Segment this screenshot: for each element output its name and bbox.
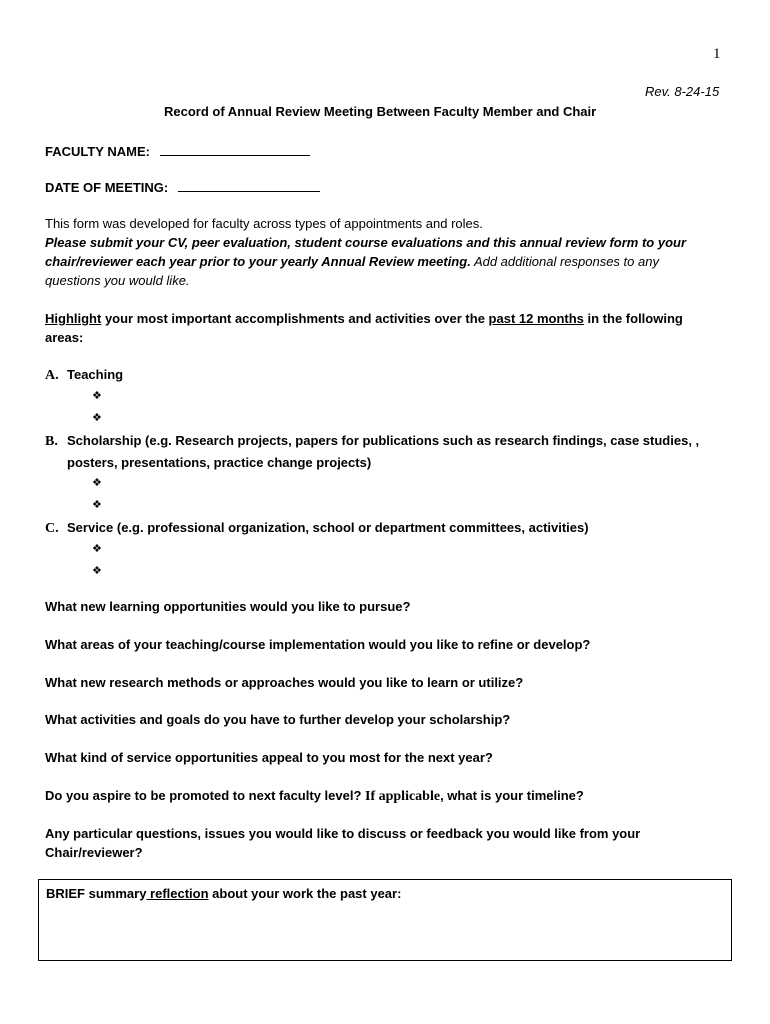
date-of-meeting-field <box>45 178 320 195</box>
date-of-meeting-label: DATE OF MEETING: <box>45 180 169 195</box>
section-b-letter: B. <box>45 434 58 449</box>
highlight-word: Highlight <box>45 311 102 326</box>
section-a-letter: A. <box>45 368 59 383</box>
section-c-letter: C. <box>45 521 59 536</box>
form-title: Record of Annual Review Meeting Between Faculty Member and Chair <box>164 104 597 119</box>
page-number: 1 <box>713 46 721 62</box>
intro-line-3 <box>45 254 659 269</box>
intro-line-2: Please submit your CV, peer evaluation, student course evaluations and this annual review form to your <box>45 235 687 250</box>
question-promotion-part-2: If applicable <box>365 789 441 804</box>
section-a-label: Teaching <box>67 367 124 382</box>
section-c-label: Service (e.g. professional organization, school or department committees, activities) <box>67 520 589 535</box>
highlight-end: in the following <box>583 311 683 326</box>
faculty-name-input[interactable] <box>160 142 310 156</box>
section-c-bullet-2[interactable]: ❖ <box>92 564 102 577</box>
faculty-name-label: FACULTY NAME: <box>45 144 150 159</box>
highlight-middle: your most important accomplishments and activities over the <box>101 311 489 326</box>
highlight-line-2: areas: <box>45 330 84 345</box>
question-teaching-areas: What areas of your teaching/course implementation would you like to refine or develop? <box>45 637 591 652</box>
section-c-heading <box>45 520 589 537</box>
summary-suffix: about your work the past year: <box>208 886 402 901</box>
section-b-label-line-2: posters, presentations, practice change projects) <box>67 455 372 470</box>
section-c-bullet-1[interactable]: ❖ <box>92 542 102 555</box>
question-feedback-line-2: Chair/reviewer? <box>45 845 143 860</box>
section-a-bullet-1[interactable]: ❖ <box>92 389 102 402</box>
summary-underlined: reflection <box>146 886 209 901</box>
intro-line-3-emphasis: chair/reviewer each year prior to your yearly Annual Review meeting. <box>45 254 471 269</box>
section-b-bullet-2[interactable]: ❖ <box>92 498 102 511</box>
faculty-name-field <box>45 142 310 159</box>
question-learning-opportunities: What new learning opportunities would you like to pursue? <box>45 599 411 614</box>
question-scholarship-goals: What activities and goals do you have to further develop your scholarship? <box>45 712 511 727</box>
highlight-instruction <box>45 311 683 326</box>
intro-line-4: questions you would like. <box>45 273 190 288</box>
section-b-label: Scholarship (e.g. Research projects, papers for publications such as research findings, case studies, , <box>67 433 700 448</box>
highlight-period: past 12 months <box>488 311 584 326</box>
question-promotion <box>45 788 584 805</box>
summary-label <box>46 886 401 901</box>
section-a-bullet-2[interactable]: ❖ <box>92 411 102 424</box>
question-promotion-part-1: Do you aspire to be promoted to next faculty level? <box>45 788 365 803</box>
question-research-methods: What new research methods or approaches would you like to learn or utilize? <box>45 675 524 690</box>
intro-line-1: This form was developed for faculty across types of appointments and roles. <box>45 216 483 231</box>
question-feedback-line-1: Any particular questions, issues you would like to discuss or feedback you would like from your <box>45 826 641 841</box>
date-of-meeting-input[interactable] <box>178 178 320 192</box>
section-a-heading <box>45 367 123 384</box>
question-service-opportunities: What kind of service opportunities appeal to you most for the next year? <box>45 750 493 765</box>
question-promotion-part-3: , what is your timeline? <box>440 788 584 803</box>
section-b-heading <box>45 433 699 450</box>
section-b-bullet-1[interactable]: ❖ <box>92 476 102 489</box>
revision-label: Rev. 8-24-15 <box>645 84 720 99</box>
intro-line-3-rest: Add additional responses to any <box>470 254 659 269</box>
summary-reflection-box[interactable] <box>38 879 732 961</box>
summary-prefix: BRIEF summary <box>46 886 147 901</box>
